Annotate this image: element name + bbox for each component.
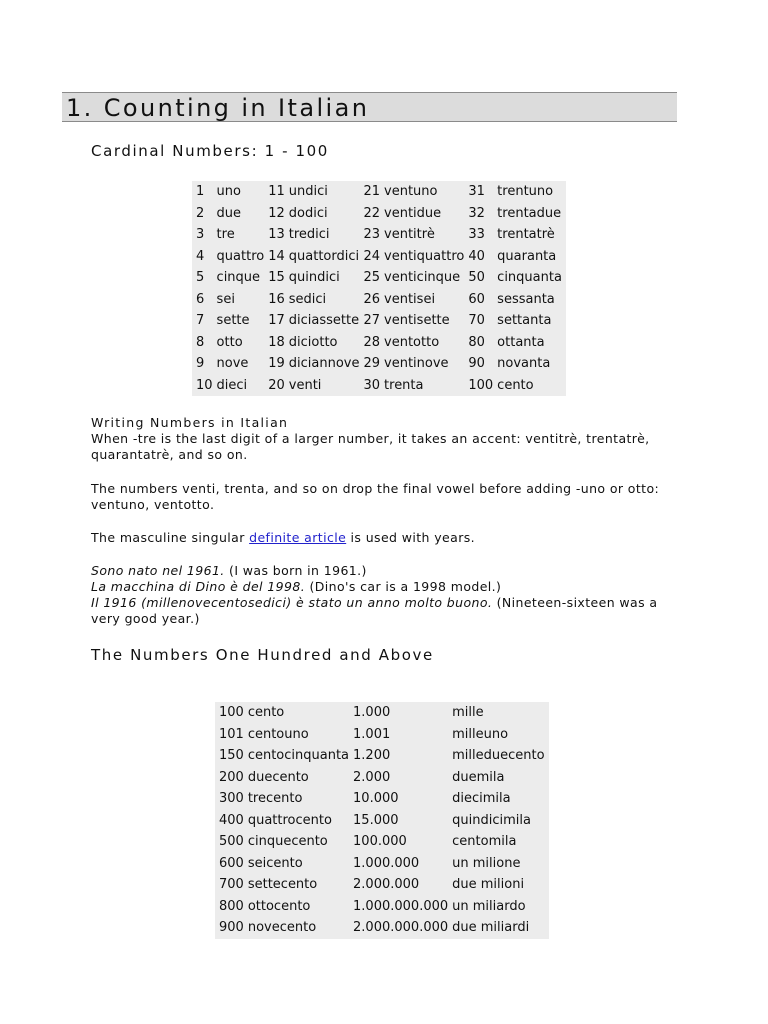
number-cell: 5 (196, 270, 205, 285)
article-text-after: is used with years. (346, 530, 476, 545)
number-cell: 1.000.000.000 (353, 898, 449, 914)
cardinal-row (192, 246, 566, 268)
example-3 (91, 595, 681, 627)
cardinal-heading: Cardinal Numbers: 1 - 100 (91, 142, 329, 160)
cardinal-row (192, 224, 566, 246)
word-cell: ventidue (384, 205, 442, 221)
number-cell: 28 (363, 334, 381, 350)
hundreds-row (215, 853, 549, 875)
number-cell: 8 (196, 334, 205, 350)
article-text-before: The masculine singular (91, 530, 250, 545)
word-cell: sette (216, 313, 250, 328)
word-cell: ventisette (384, 313, 450, 328)
hundreds-row (215, 745, 549, 767)
hundreds-row (215, 724, 549, 746)
word-cell: duemila (452, 769, 505, 785)
number-cell: 22 (363, 205, 381, 221)
number-cell: 101 (219, 726, 244, 742)
number-cell: 80 (468, 334, 485, 350)
number-cell: 30 (363, 377, 381, 393)
word-cell: diciannove (288, 356, 360, 371)
number-cell: 900 (219, 920, 244, 935)
cardinal-row (192, 310, 566, 332)
definite-article-link[interactable]: definite article (249, 530, 347, 545)
word-cell: ventinove (384, 356, 449, 371)
number-cell: 17 (268, 313, 285, 328)
number-cell: 200 (219, 769, 244, 785)
word-cell: due (216, 205, 242, 221)
number-cell: 13 (268, 227, 285, 242)
word-cell: tredici (288, 227, 330, 242)
word-cell: trecento (247, 791, 303, 806)
hundreds-row (215, 702, 549, 724)
number-cell: 33 (468, 227, 485, 242)
number-cell: 29 (363, 356, 381, 371)
page-title: 1. Counting in Italian (62, 92, 677, 122)
word-cell: novanta (497, 356, 551, 371)
word-cell: quattro (216, 248, 265, 264)
number-cell: 4 (196, 248, 205, 264)
word-cell: sessanta (497, 291, 555, 307)
word-cell: trentuno (497, 184, 554, 199)
number-cell: 300 (219, 791, 244, 806)
number-cell: 100 (219, 705, 244, 720)
cardinal-table-body (192, 181, 566, 396)
word-cell: cento (247, 705, 285, 720)
number-cell: 2.000.000.000 (353, 920, 449, 935)
cardinal-row (192, 203, 566, 225)
example-1-italian: Sono nato nel 1961. (91, 563, 225, 578)
writing-paragraph-article (91, 530, 681, 546)
number-cell: 10 (196, 377, 213, 393)
word-cell: undici (288, 184, 328, 199)
word-cell: uno (216, 184, 241, 199)
number-cell: 100 (468, 377, 494, 393)
hundreds-row (215, 896, 549, 918)
number-cell: 1.000.000 (353, 855, 420, 871)
word-cell: due milioni (452, 877, 525, 892)
hundreds-heading: The Numbers One Hundred and Above (91, 646, 434, 664)
hundreds-table (215, 702, 549, 939)
word-cell: ventiquattro (384, 248, 465, 264)
writing-paragraph-accent: When -tre is the last digit of a larger number, it takes an accent: ventitrè, trentatrè, quarantatrè, and so on. (91, 431, 650, 462)
word-cell: centocinquanta (247, 748, 350, 763)
number-cell: 15 (268, 270, 285, 285)
cardinal-row (192, 267, 566, 289)
word-cell: dieci (216, 377, 248, 393)
word-cell: diecimila (452, 791, 511, 806)
example-1-english: (I was born in 1961.) (224, 563, 367, 578)
number-cell: 26 (363, 291, 381, 307)
word-cell: diciotto (288, 334, 338, 350)
number-cell: 2 (196, 205, 205, 221)
hundreds-row (215, 810, 549, 832)
word-cell: nove (216, 356, 249, 371)
cardinal-row (192, 353, 566, 375)
number-cell: 60 (468, 291, 485, 307)
word-cell: cinquecento (247, 834, 328, 849)
number-cell: 1.001 (353, 726, 391, 742)
word-cell: trentatrè (497, 227, 555, 242)
number-cell: 21 (363, 184, 381, 199)
word-cell: ventisei (384, 291, 436, 307)
cardinal-row (192, 375, 566, 397)
example-3-english: (Nineteen-sixteen was a very good year.) (91, 595, 658, 626)
number-cell: 150 (219, 748, 244, 763)
example-2-english: (Dino's car is a 1998 model.) (305, 579, 502, 594)
word-cell: cinquanta (497, 270, 562, 285)
hundreds-row (215, 917, 549, 939)
word-cell: due miliardi (452, 920, 530, 935)
word-cell: novecento (247, 920, 317, 935)
word-cell: un milione (452, 855, 521, 871)
writing-heading: Writing Numbers in Italian (91, 415, 289, 430)
word-cell: otto (216, 334, 243, 350)
word-cell: trenta (384, 377, 424, 393)
number-cell: 3 (196, 227, 205, 242)
number-cell: 9 (196, 356, 205, 371)
number-cell: 2.000.000 (353, 877, 420, 892)
number-cell: 31 (468, 184, 485, 199)
number-cell: 14 (268, 248, 285, 264)
word-cell: tre (216, 227, 235, 242)
writing-paragraph-vowel: The numbers venti, trenta, and so on drop the final vowel before adding -uno or otto: ventuno, ventotto. (91, 481, 660, 512)
number-cell: 25 (363, 270, 381, 285)
number-cell: 2.000 (353, 769, 391, 785)
number-cell: 400 (219, 812, 244, 828)
word-cell: diciassette (288, 313, 360, 328)
word-cell: ottocento (247, 898, 311, 914)
word-cell: sei (216, 291, 235, 307)
word-cell: quindici (288, 270, 340, 285)
number-cell: 7 (196, 313, 205, 328)
number-cell: 23 (363, 227, 381, 242)
cardinal-table (192, 181, 566, 396)
number-cell: 70 (468, 313, 485, 328)
number-cell: 600 (219, 855, 244, 871)
number-cell: 1 (196, 184, 205, 199)
number-cell: 50 (468, 270, 485, 285)
word-cell: cinque (216, 270, 261, 285)
word-cell: quindicimila (452, 812, 531, 828)
cardinal-row (192, 332, 566, 354)
word-cell: sedici (288, 291, 327, 307)
number-cell: 18 (268, 334, 285, 350)
number-cell: 16 (268, 291, 285, 307)
word-cell: settecento (247, 877, 318, 892)
word-cell: centomila (452, 834, 517, 849)
number-cell: 6 (196, 291, 205, 307)
year-examples (91, 563, 681, 627)
writing-section (91, 415, 681, 463)
cardinal-row (192, 181, 566, 203)
word-cell: venticinque (384, 270, 461, 285)
word-cell: ventitrè (384, 227, 435, 242)
word-cell: venti (288, 377, 322, 393)
number-cell: 10.000 (353, 791, 399, 806)
number-cell: 800 (219, 898, 244, 914)
number-cell: 15.000 (353, 812, 399, 828)
number-cell: 500 (219, 834, 244, 849)
number-cell: 19 (268, 356, 285, 371)
number-cell: 90 (468, 356, 485, 371)
number-cell: 20 (268, 377, 285, 393)
word-cell: ventotto (384, 334, 440, 350)
hundreds-row (215, 874, 549, 896)
word-cell: dodici (288, 205, 328, 221)
word-cell: un miliardo (452, 898, 526, 914)
word-cell: trentadue (497, 205, 562, 221)
hundreds-table-body (215, 702, 549, 939)
number-cell: 11 (268, 184, 285, 199)
word-cell: quattrocento (247, 812, 332, 828)
number-cell: 1.200 (353, 748, 391, 763)
hundreds-row (215, 767, 549, 789)
word-cell: milleduecento (452, 748, 545, 763)
number-cell: 100.000 (353, 834, 407, 849)
cardinal-row (192, 289, 566, 311)
number-cell: 12 (268, 205, 285, 221)
example-1 (91, 563, 681, 579)
word-cell: mille (452, 705, 484, 720)
example-3-italian: Il 1916 (millenovecentosedici) è stato un anno molto buono. (91, 595, 493, 610)
number-cell: 27 (363, 313, 381, 328)
example-2 (91, 579, 681, 595)
number-cell: 24 (363, 248, 381, 264)
word-cell: settanta (497, 313, 552, 328)
hundreds-row (215, 831, 549, 853)
example-2-italian: La macchina di Dino è del 1998. (91, 579, 306, 594)
word-cell: ventuno (384, 184, 438, 199)
word-cell: centouno (247, 726, 309, 742)
number-cell: 32 (468, 205, 485, 221)
word-cell: duecento (247, 769, 309, 785)
word-cell: ottanta (497, 334, 545, 350)
word-cell: quaranta (497, 248, 557, 264)
number-cell: 700 (219, 877, 244, 892)
hundreds-row (215, 788, 549, 810)
word-cell: milleuno (452, 726, 509, 742)
word-cell: quattordici (288, 248, 360, 264)
word-cell: cento (497, 377, 534, 393)
number-cell: 1.000 (353, 705, 391, 720)
number-cell: 40 (468, 248, 485, 264)
word-cell: seicento (247, 855, 303, 871)
